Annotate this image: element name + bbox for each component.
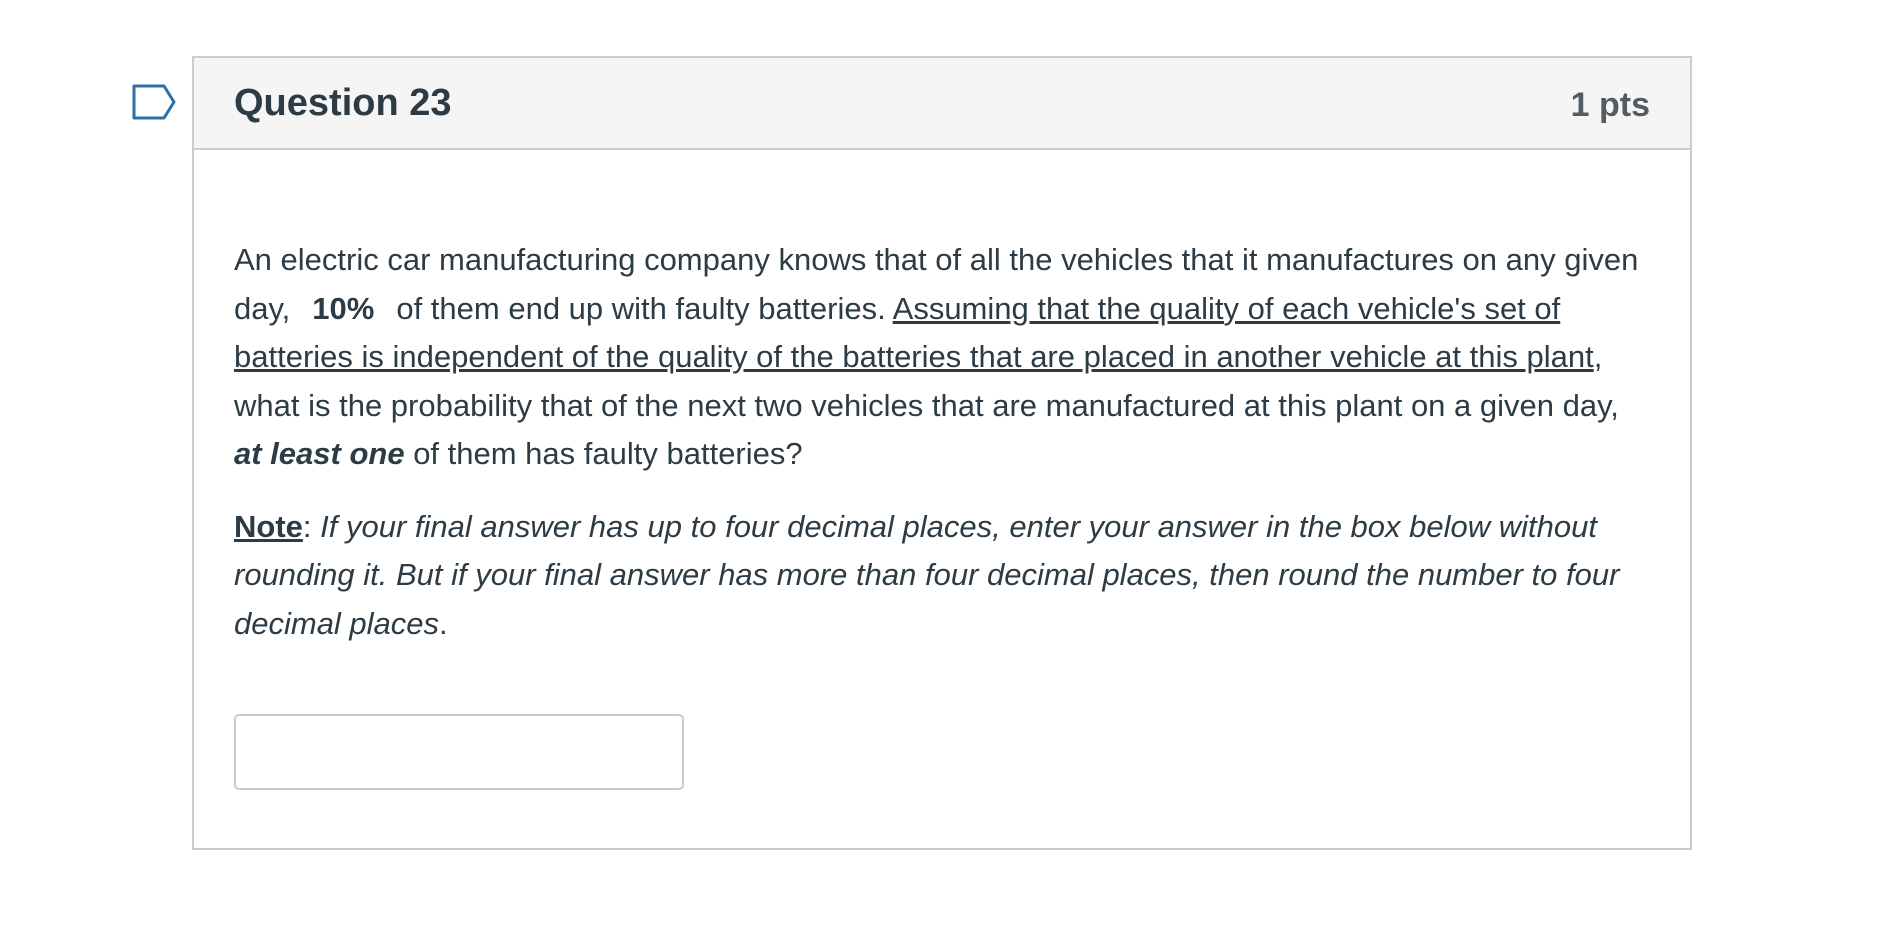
note-text: If your final answer has up to four decimal places, enter your answer in the box below without rounding it. But if your final answer has more than four decimal places, then round the number to four decimal places — [234, 508, 1620, 641]
emphasis-at-least-one: at least one — [234, 436, 405, 471]
percent-value: 10% — [312, 290, 375, 326]
question-title: Question 23 — [234, 82, 452, 124]
independence-assumption: Assuming that the quality of each vehicle's set of batteries is independent of the quality of the batteries that are placed in another vehicle at this plant — [234, 290, 1594, 374]
note-colon: : — [302, 508, 312, 544]
question-card — [192, 56, 1692, 850]
question-header — [194, 58, 1690, 150]
text-part2: of them end up with faulty batteries. — [396, 290, 886, 326]
note-label: Note — [234, 508, 303, 544]
note-paragraph — [234, 503, 1654, 649]
question-text — [234, 236, 1654, 648]
question-points: 1 pts — [1570, 86, 1650, 124]
text-part3: , what is the probability that of the next two vehicles that are manufactured at this plant on a given day, — [234, 339, 1619, 423]
text-part4: of them has faulty batteries? — [413, 436, 803, 471]
flag-question-icon[interactable] — [132, 84, 176, 120]
question-paragraph — [234, 236, 1654, 479]
text-part1: An electric car manufacturing company knows that of all the vehicles that it manufactures on any given day, — [234, 242, 1639, 326]
answer-input[interactable] — [234, 714, 684, 790]
note-end: . — [439, 605, 448, 641]
